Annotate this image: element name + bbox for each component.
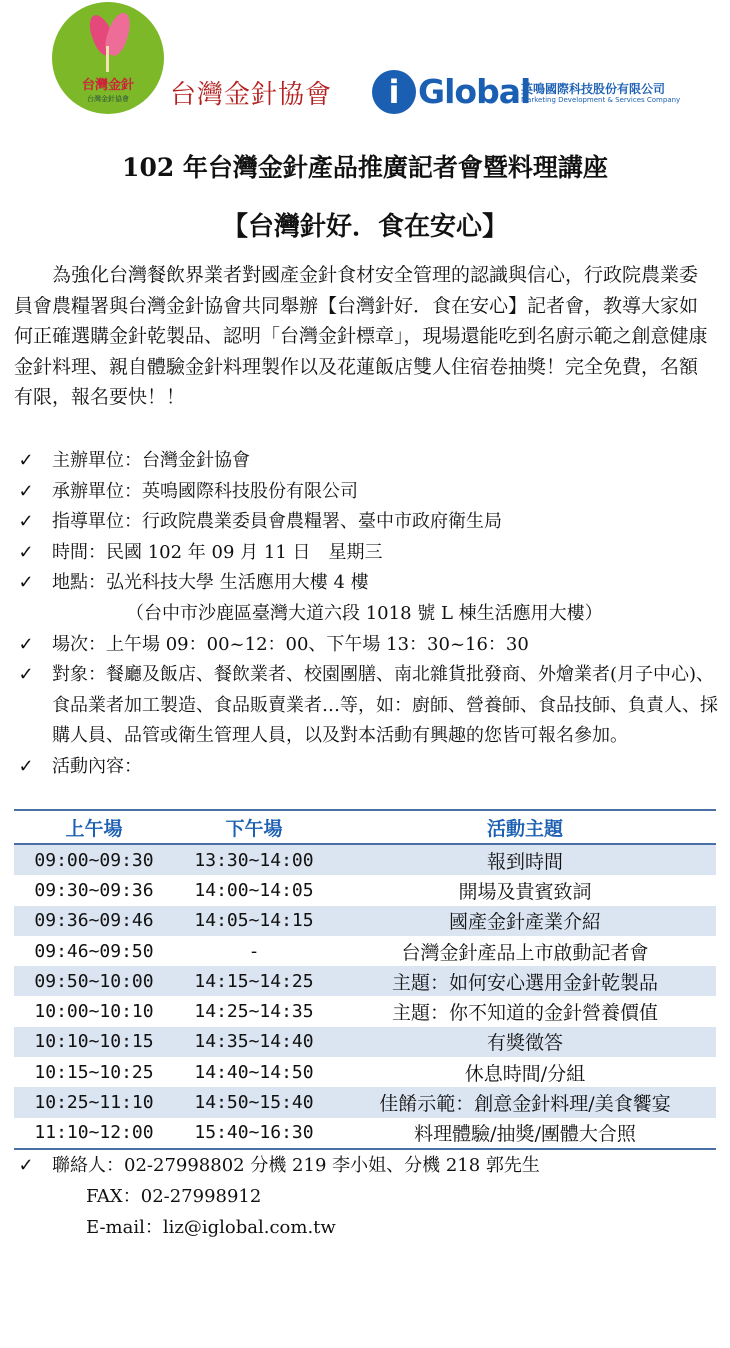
checkmark-icon: ✓: [18, 511, 34, 533]
table-row: [14, 1118, 716, 1149]
time-cell-am: 10:25~11:10: [14, 1087, 174, 1117]
intro-paragraph: 為強化台灣餐飲界業者對國產金針食材安全管理的認識與信心，行政院農業委員會農糧署與台灣金針協會共同舉辦【台灣針好．食在安心】記者會，教導大家如何正確選購金針乾製品、認明「台灣金針標章」，現場還能吃到名廚示範之創意健康金針料理、親自體驗金針料理製作以及花蓮飯店雙人住宿卷抽獎！完全免費，名額有限，報名要快！！: [14, 264, 708, 408]
iglobal-logo-icon: i: [372, 70, 416, 114]
time-cell-pm: 14:50~15:40: [174, 1087, 334, 1117]
header: [0, 0, 730, 125]
header-pm: 下午場: [225, 817, 283, 840]
time-cell-pm: 15:40~16:30: [194, 1122, 314, 1144]
time-cell-pm: -: [248, 940, 260, 962]
time-cell-pm: 14:05~14:15: [174, 906, 334, 936]
checkmark-icon: ✓: [18, 480, 34, 502]
info-sessions: [14, 630, 718, 661]
info-location: [14, 568, 718, 599]
info-co-organizer-text: 承辦單位：英鳴國際科技股份有限公司: [52, 480, 358, 502]
checkmark-icon: ✓: [18, 572, 34, 594]
info-guidance-text: 指導單位：行政院農業委員會農糧署、臺中市政府衛生局: [52, 511, 502, 533]
topic-cell: 料理體驗/抽獎/團體大合照: [414, 1123, 636, 1146]
contact-fax: FAX：02-27998912: [86, 1186, 262, 1207]
info-audience: [14, 660, 718, 752]
time-cell-pm: 14:35~14:40: [174, 1027, 334, 1057]
contact-person: [14, 1150, 714, 1181]
topic-cell: 主題：如何安心選用金針乾製品: [334, 966, 716, 996]
topic-cell: 開場及貴賓致詞: [458, 880, 592, 903]
checkmark-icon: ✓: [18, 1155, 34, 1176]
topic-cell: 主題：你不知道的金針營養價值: [391, 1002, 658, 1025]
page-subtitle: 【台灣針好．食在安心】: [221, 212, 508, 242]
info-organizer-text: 主辦單位：台灣金針協會: [52, 450, 250, 471]
time-cell-am: 09:00~09:30: [14, 844, 174, 875]
info-guidance: [14, 507, 718, 538]
table-row: [14, 1087, 716, 1117]
info-organizer: [14, 446, 718, 477]
table-row: [14, 966, 716, 996]
topic-cell: 國產金針產業介紹: [334, 906, 716, 936]
info-content: [14, 752, 718, 783]
taiwan-daylily-logo: [52, 2, 164, 114]
topic-cell: 台灣金針產品上市啟動記者會: [401, 941, 649, 964]
logo-text-sub: 台灣金針協會: [87, 95, 129, 103]
info-audience-text: 對象：餐廳及飯店、餐飲業者、校園團膳、南北雜貨批發商、外燴業者(月子中心)、食品業者加工製造、食品販賣業者…等，如：廚師、營養師、食品技師、負責人、採購人員、品管或衛生管理人員，以及對本活動有興趣的您皆可報名參加。: [52, 664, 718, 747]
table-row: [14, 844, 716, 875]
header-topic: 活動主題: [486, 817, 563, 840]
time-cell-am: 10:15~10:25: [34, 1061, 154, 1083]
topic-cell: 有獎徵答: [334, 1027, 716, 1057]
table-row: [14, 996, 716, 1026]
company-name-cn: 英鳴國際科技股份有限公司: [521, 82, 666, 96]
logo-text-main: 台灣金針: [81, 78, 134, 93]
time-cell-pm: 14:00~14:05: [194, 879, 314, 901]
time-cell-pm: 13:30~14:00: [174, 844, 334, 875]
checkmark-icon: ✓: [18, 633, 34, 655]
contact-person-text: 聯絡人：02-27998802 分機 219 李小姐、分機 218 郭先生: [52, 1155, 540, 1176]
schedule-table: [14, 809, 716, 1150]
association-name: 台灣金針協會: [170, 80, 333, 110]
table-row: [14, 1057, 716, 1087]
flower-stem-icon: [106, 46, 109, 72]
info-location-text: 地點：弘光科技大學 生活應用大樓 4 樓: [52, 572, 369, 594]
table-row: [14, 1027, 716, 1057]
info-time-text: 時間：民國 102 年 09 月 11 日 星期三: [52, 541, 383, 563]
iglobal-logo-text: Global: [418, 72, 531, 111]
checkmark-icon: ✓: [18, 541, 34, 563]
info-content-text: 活動內容：: [52, 755, 142, 777]
info-co-organizer: [14, 477, 718, 508]
table-row: [14, 906, 716, 936]
topic-cell: 休息時間/分組: [464, 1062, 586, 1085]
page-title: 102 年台灣金針產品推廣記者會暨料理講座: [122, 153, 608, 182]
info-list: [14, 446, 718, 783]
table-row: [14, 936, 716, 966]
topic-cell: 佳餚示範：創意金針料理/美食饗宴: [334, 1087, 716, 1117]
time-cell-pm: 14:40~14:50: [194, 1061, 314, 1083]
table-row: [14, 875, 716, 905]
time-cell-am: 09:46~09:50: [34, 940, 154, 962]
time-cell-am: 09:36~09:46: [14, 906, 174, 936]
schedule-header-row: [14, 810, 716, 844]
company-name-en: Marketing Development & Services Company: [521, 96, 681, 104]
header-am: 上午場: [65, 817, 123, 840]
contact-block: [14, 1150, 714, 1243]
contact-email: E-mail：liz@iglobal.com.tw: [86, 1217, 336, 1238]
time-cell-am: 10:00~10:10: [34, 1001, 154, 1023]
time-cell-am: 11:10~12:00: [34, 1122, 154, 1144]
time-cell-pm: 14:25~14:35: [194, 1001, 314, 1023]
time-cell-am: 09:30~09:36: [34, 879, 154, 901]
info-time: [14, 538, 718, 569]
checkmark-icon: ✓: [18, 755, 34, 777]
info-sessions-text: 場次：上午場 09：00~12：00、下午場 13：30~16：30: [52, 633, 529, 655]
time-cell-pm: 14:15~14:25: [174, 966, 334, 996]
checkmark-icon: ✓: [18, 450, 34, 471]
time-cell-am: 09:50~10:00: [14, 966, 174, 996]
checkmark-icon: ✓: [18, 664, 34, 686]
time-cell-am: 10:10~10:15: [14, 1027, 174, 1057]
info-address: （台中市沙鹿區臺灣大道六段 1018 號 L 棟生活應用大樓）: [126, 602, 603, 624]
topic-cell: 報到時間: [334, 844, 716, 875]
